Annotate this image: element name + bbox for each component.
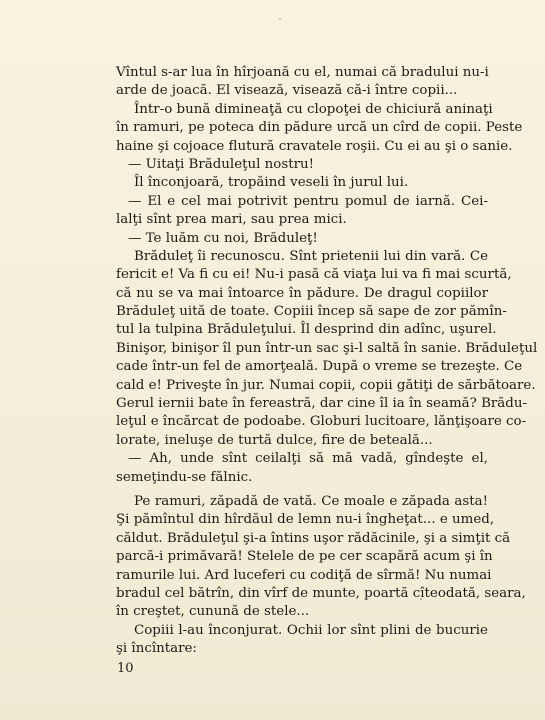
text-line: Binişor, binişor îl pun într-un sac şi-l saltă în sanie. Brăduleţul bbox=[116, 340, 538, 356]
text-line: — Uitaţi Brăduleţul nostru! bbox=[128, 156, 315, 172]
text-line: — Te luăm cu noi, Brăduleţ! bbox=[128, 230, 318, 246]
text-line: parcă-i primăvară! Stelele de pe cer scapără acum şi în bbox=[116, 549, 493, 565]
text-line: — Ah, unde sînt ceilalţi să mă vadă, gîndeşte el, bbox=[128, 451, 488, 467]
text-line: Copiii l-au înconjurat. Ochii lor sînt plini de bucurie bbox=[134, 622, 488, 638]
body-text bbox=[116, 64, 538, 659]
text-line: lalţi sînt prea mari, sau prea mici. bbox=[116, 212, 347, 228]
paper-speck bbox=[279, 18, 281, 20]
text-line: în creştet, cunună de stele... bbox=[116, 604, 310, 620]
paragraph bbox=[116, 193, 488, 230]
text-line: ramurile lui. Ard luceferi cu codiţă de sîrmă! Nu numai bbox=[116, 567, 492, 583]
paragraph bbox=[116, 493, 526, 622]
paragraph bbox=[116, 101, 523, 156]
text-line: tul la tulpina Brăduleţului. Îl desprind din adînc, uşurel. bbox=[116, 322, 497, 338]
paragraph bbox=[116, 622, 488, 659]
paragraph bbox=[116, 156, 488, 174]
text-line: că nu se va mai întoarce în pădure. De dragul copiilor bbox=[116, 285, 488, 301]
text-line: Brăduleţ uită de toate. Copiii încep să sape de zor pămîn- bbox=[116, 304, 507, 320]
text-line: semeţindu-se fălnic. bbox=[116, 469, 253, 485]
text-line: căldut. Brăduleţul şi-a întins uşor rădăcinile, şi a simţit că bbox=[116, 530, 511, 546]
text-line: leţul e încărcat de podoabe. Globuri lucitoare, lănţişoare co- bbox=[116, 414, 527, 430]
text-line: lorate, ineluşe de turtă dulce, fire de beteală... bbox=[116, 432, 433, 448]
text-line: fericit e! Va fi cu ei! Nu-i pasă că viaţa lui va fi mai scurtă, bbox=[116, 267, 512, 283]
paragraph bbox=[116, 174, 488, 192]
text-line: Vîntul s-ar lua în hîrjoană cu el, numai că bradului nu-i bbox=[116, 65, 489, 80]
text-line: Şi pămîntul din hîrdăul de lemn nu-i îngheţat... e umed, bbox=[116, 512, 495, 528]
text-line: bradul cel bătrîn, din vîrf de munte, poartă cîteodată, seara, bbox=[116, 585, 526, 601]
text-line: — El e cel mai potrivit pentru pomul de iarnă. Cei- bbox=[128, 193, 488, 209]
paragraph bbox=[116, 248, 538, 450]
text-line: arde de joacă. El visează, visează că-i între copii... bbox=[116, 83, 458, 99]
text-line: Gerul iernii bate în fereastră, dar cine îl ia în seamă? Brădu- bbox=[116, 396, 528, 412]
text-line: cald e! Priveşte în jur. Numai copii, copii gătiţi de sărbătoare. bbox=[116, 377, 536, 393]
paragraph bbox=[116, 230, 488, 248]
text-line: Brăduleţ îi recunoscu. Sînt prietenii lui din vară. Ce bbox=[134, 248, 488, 264]
paragraph bbox=[116, 64, 488, 101]
text-line: în ramuri, pe poteca din pădure urcă un cîrd de copii. Peste bbox=[116, 120, 523, 136]
paragraph bbox=[116, 450, 488, 487]
text-line: Îl înconjoară, tropăind veseli în jurul lui. bbox=[134, 175, 409, 191]
text-line: haine şi cojoace flutură cravatele roşii. Cu ei au şi o sanie. bbox=[116, 138, 513, 154]
page-number: 10 bbox=[117, 661, 134, 676]
text-line: Pe ramuri, zăpadă de vată. Ce moale e zăpada asta! bbox=[134, 493, 488, 509]
text-line: şi încîntare: bbox=[116, 641, 197, 657]
text-line: Într-o bună dimineaţă cu clopoţei de chiciură aninaţi bbox=[134, 101, 493, 117]
text-line: cade într-un fel de amorţeală. După o vreme se trezeşte. Ce bbox=[116, 359, 523, 375]
